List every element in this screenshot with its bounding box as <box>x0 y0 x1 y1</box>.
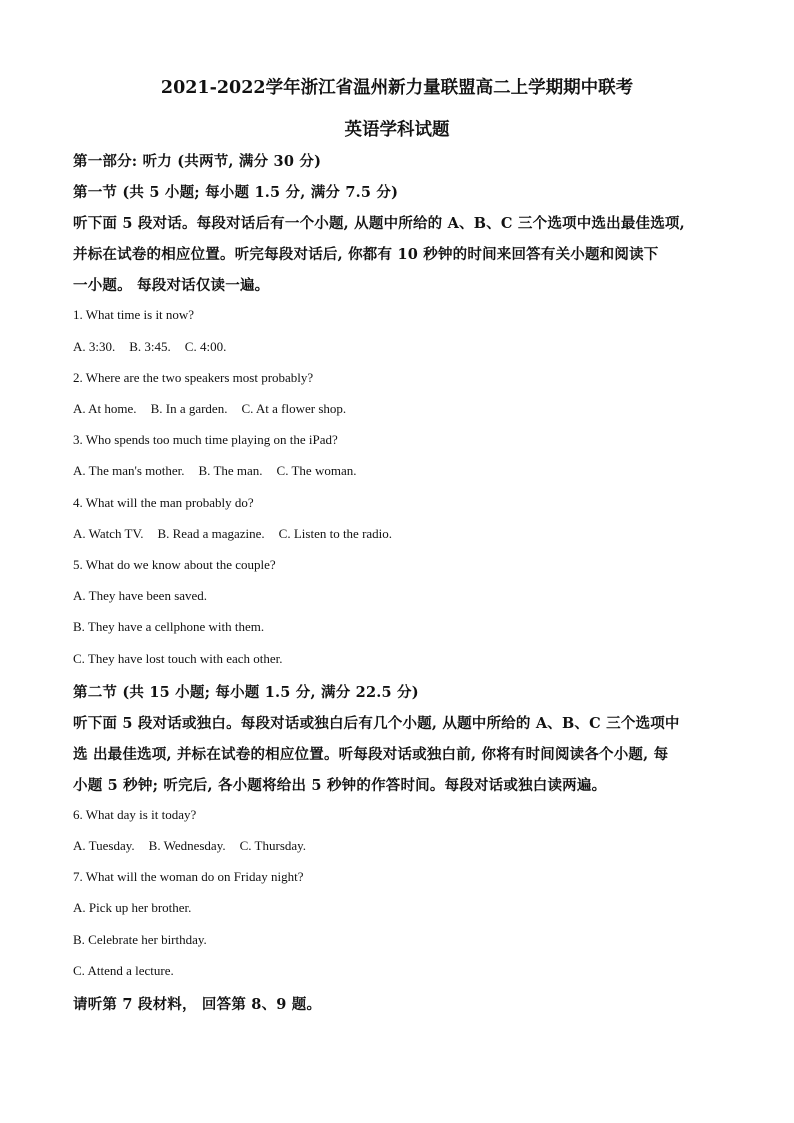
option: B. In a garden. <box>150 401 228 416</box>
option: C. At a flower shop. <box>241 401 347 416</box>
question-options <box>73 339 240 355</box>
option: A. Pick up her brother. <box>73 900 192 915</box>
option: A. The man's mother. <box>73 463 185 478</box>
option: C. Thursday. <box>239 838 307 853</box>
option: A. At home. <box>73 401 137 416</box>
question-options <box>73 838 320 854</box>
option: B. Read a magazine. <box>157 526 265 541</box>
material7-heading: 请听第 7 段材料， 回答第 8、9 题。 <box>73 996 322 1013</box>
section2-heading: 第二节 (共 15 小题; 每小题 1.5 分, 满分 22.5 分) <box>73 684 419 701</box>
question-text: 1. What time is it now? <box>73 307 195 322</box>
option: B. Celebrate her birthday. <box>73 932 207 947</box>
option: B. 3:45. <box>129 339 171 354</box>
option: A. Watch TV. <box>73 526 144 541</box>
option: A. They have been saved. <box>73 588 208 603</box>
question-text: 5. What do we know about the couple? <box>73 557 276 572</box>
section1-heading: 第一节 (共 5 小题; 每小题 1.5 分, 满分 7.5 分) <box>73 184 399 201</box>
option: C. Listen to the radio. <box>278 526 393 541</box>
question-options <box>73 526 406 542</box>
option: A. 3:30. <box>73 339 116 354</box>
option: B. The man. <box>198 463 263 478</box>
option: B. They have a cellphone with them. <box>73 619 265 634</box>
section1-instruction-line: 一小题。 每段对话仅读一遍。 <box>73 277 270 294</box>
section2-instruction-line: 听下面 5 段对话或独白。每段对话或独白后有几个小题, 从题中所给的 A、B、C 三个选项中 <box>73 715 680 732</box>
option: A. Tuesday. <box>73 838 135 853</box>
question-text: 6. What day is it today? <box>73 807 197 822</box>
question-options <box>73 463 370 479</box>
option: C. They have lost touch with each other. <box>73 651 283 666</box>
section2-instruction-line: 小题 5 秒钟; 听完后, 各小题将给出 5 秒钟的作答时间。每段对话或独白读两遍。 <box>73 777 607 794</box>
exam-title: 2021-2022学年浙江省温州新力量联盟高二上学期期中联考 <box>160 78 634 98</box>
question-text: 7. What will the woman do on Friday night? <box>73 869 304 884</box>
question-options <box>73 401 360 417</box>
question-text: 2. Where are the two speakers most probably? <box>73 370 314 385</box>
option: B. Wednesday. <box>148 838 226 853</box>
section2-instruction-line: 选 出最佳选项, 并标在试卷的相应位置。听每段对话或独白前, 你将有时间阅读各个小题, 每 <box>73 746 669 763</box>
option: C. Attend a lecture. <box>73 963 174 978</box>
question-text: 3. Who spends too much time playing on the iPad? <box>73 432 338 447</box>
part1-heading: 第一部分: 听力 (共两节, 满分 30 分) <box>73 153 322 170</box>
option: C. The woman. <box>276 463 357 478</box>
option: C. 4:00. <box>184 339 227 354</box>
question-text: 4. What will the man probably do? <box>73 495 254 510</box>
exam-subtitle: 英语学科试题 <box>344 120 450 140</box>
section1-instruction-line: 并标在试卷的相应位置。听完每段对话后, 你都有 10 秒钟的时间来回答有关小题和阅读下 <box>73 246 659 263</box>
section1-instruction-line: 听下面 5 段对话。每段对话后有一个小题, 从题中所给的 A、B、C 三个选项中选出最佳选项, <box>73 215 685 232</box>
